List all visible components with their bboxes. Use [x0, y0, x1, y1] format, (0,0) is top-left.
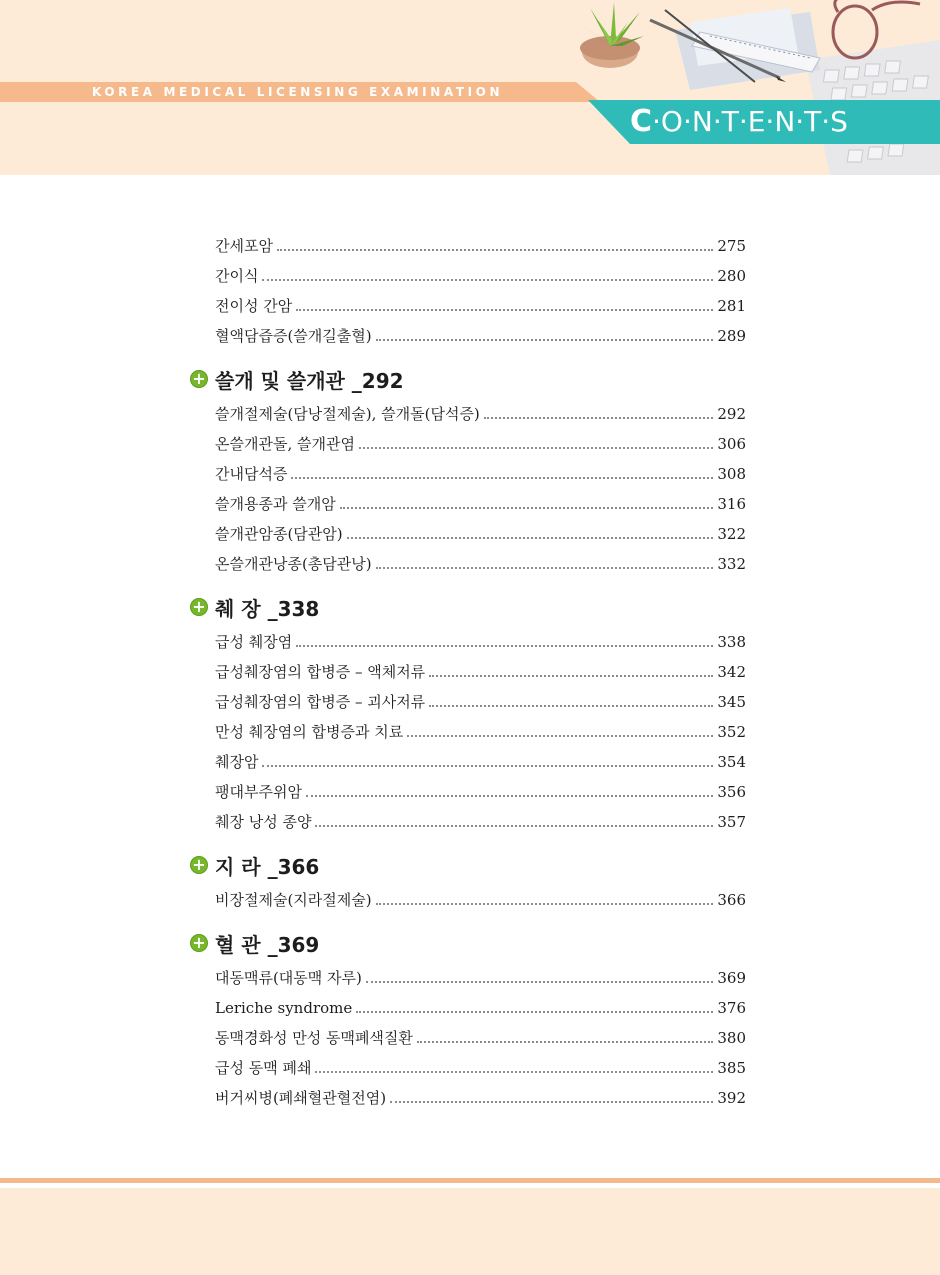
toc-entry-page: 392 — [717, 1089, 746, 1107]
toc-entry[interactable] — [215, 233, 746, 255]
dot-leader — [359, 447, 713, 449]
toc-entry-title: 쓸개관암종(담관암) — [215, 525, 343, 543]
dot-leader — [347, 537, 714, 539]
dot-leader — [296, 309, 713, 311]
dot-leader — [429, 675, 713, 677]
toc-entry-title: Leriche syndrome — [215, 999, 353, 1017]
toc-entry-page: 376 — [717, 999, 746, 1017]
section-title: 지 라 _366 — [215, 854, 320, 879]
toc-entry-title: 쓸개용종과 쓸개암 — [215, 495, 336, 513]
toc-entry[interactable] — [215, 521, 746, 543]
toc-entry-page: 369 — [717, 969, 746, 987]
toc-entry-title: 만성 췌장염의 합병증과 치료 — [215, 723, 404, 741]
toc-entry[interactable] — [215, 293, 746, 315]
dot-leader — [277, 249, 713, 251]
toc-entry[interactable] — [215, 659, 746, 681]
dot-leader — [306, 795, 713, 797]
toc-entry[interactable] — [215, 401, 746, 423]
toc-entry-page: 338 — [717, 633, 746, 651]
toc-entry-title: 급성 동맥 폐쇄 — [215, 1059, 312, 1077]
plus-circle-icon: + — [190, 370, 208, 388]
toc-entry-title: 온쓸개관돌, 쓸개관염 — [215, 435, 355, 453]
toc-entry-title: 급성췌장염의 합병증 – 액체저류 — [215, 663, 426, 681]
toc-entry[interactable] — [215, 809, 746, 831]
toc-entry-page: 289 — [717, 327, 746, 345]
footer-line — [0, 1178, 940, 1183]
toc-entry-page: 275 — [717, 237, 746, 255]
toc-entry[interactable] — [215, 431, 746, 453]
dot-leader — [315, 1071, 713, 1073]
toc-entry-page: 281 — [717, 297, 746, 315]
toc-entry-title: 온쓸개관낭종(총담관낭) — [215, 555, 372, 573]
toc-entry-title: 급성췌장염의 합병증 – 괴사저류 — [215, 693, 426, 711]
contents-heading-first-letter: C — [630, 104, 653, 139]
toc-entry[interactable] — [215, 461, 746, 483]
section-title: 쓸개 및 쓸개관 _292 — [215, 368, 404, 393]
toc-entry-title: 간이식 — [215, 267, 259, 285]
toc-entry-page: 357 — [717, 813, 746, 831]
toc-entry[interactable] — [215, 629, 746, 651]
section-heading — [190, 593, 319, 621]
toc-entry[interactable] — [215, 551, 746, 573]
plus-circle-icon: + — [190, 856, 208, 874]
toc-entry-title: 팽대부주위암 — [215, 783, 302, 801]
toc-entry-title: 대동맥류(대동맥 자루) — [215, 969, 362, 987]
toc-entry-page: 316 — [717, 495, 746, 513]
plus-circle-icon: + — [190, 934, 208, 952]
toc-entry-title: 급성 췌장염 — [215, 633, 293, 651]
toc-entry[interactable] — [215, 749, 746, 771]
toc-entry[interactable] — [215, 689, 746, 711]
dot-leader — [429, 705, 713, 707]
toc-entry-title: 혈액담즙증(쓸개길출혈) — [215, 327, 372, 345]
section-heading — [190, 929, 319, 957]
dot-leader — [376, 903, 714, 905]
toc-entry[interactable] — [215, 323, 746, 345]
section-title: 췌 장 _338 — [215, 596, 320, 621]
dot-leader — [390, 1101, 713, 1103]
toc-entry[interactable] — [215, 1025, 746, 1047]
toc-entry-page: 385 — [717, 1059, 746, 1077]
dot-leader — [366, 981, 713, 983]
toc-entry-page: 292 — [717, 405, 746, 423]
plus-circle-icon: + — [190, 598, 208, 616]
toc-entry-page: 308 — [717, 465, 746, 483]
toc-entry-page: 356 — [717, 783, 746, 801]
toc-entry-page: 352 — [717, 723, 746, 741]
toc-entry[interactable] — [215, 1085, 746, 1107]
toc-entry[interactable] — [215, 965, 746, 987]
dot-leader — [340, 507, 714, 509]
toc-entry-title: 간세포암 — [215, 237, 273, 255]
toc-entry-page: 354 — [717, 753, 746, 771]
toc-entry-page: 345 — [717, 693, 746, 711]
toc-entry-page: 380 — [717, 1029, 746, 1047]
dot-leader — [484, 417, 714, 419]
toc-entry-title: 동맥경화성 만성 동맥폐색질환 — [215, 1029, 413, 1047]
toc-entry-page: 306 — [717, 435, 746, 453]
section-heading — [190, 365, 404, 393]
dot-leader — [315, 825, 713, 827]
dot-leader — [407, 735, 713, 737]
dot-leader — [262, 279, 713, 281]
dot-leader — [356, 1011, 713, 1013]
dot-leader — [291, 477, 713, 479]
dot-leader — [296, 645, 713, 647]
toc-entry[interactable] — [215, 779, 746, 801]
toc-entry[interactable] — [215, 995, 746, 1017]
toc-entry-page: 280 — [717, 267, 746, 285]
dot-leader — [417, 1041, 713, 1043]
toc-entry-page: 332 — [717, 555, 746, 573]
dot-leader — [262, 765, 713, 767]
dot-leader — [376, 567, 714, 569]
section-title: 혈 관 _369 — [215, 932, 320, 957]
toc-entry[interactable] — [215, 1055, 746, 1077]
toc-entry-page: 322 — [717, 525, 746, 543]
toc-entry-title: 간내담석증 — [215, 465, 288, 483]
dot-leader — [376, 339, 714, 341]
section-heading — [190, 851, 319, 879]
toc-entry-title: 전이성 간암 — [215, 297, 293, 315]
header-band-text: KOREA MEDICAL LICENSING EXAMINATION — [92, 85, 504, 99]
toc-entry[interactable] — [215, 719, 746, 741]
toc-entry-page: 342 — [717, 663, 746, 681]
toc-entry-title: 췌장암 — [215, 753, 259, 771]
contents-heading-rest: ·O·N·T·E·N·T·S — [652, 105, 848, 138]
toc-entry[interactable] — [215, 887, 746, 909]
toc-entry-page: 366 — [717, 891, 746, 909]
toc-entry-title: 비장절제술(지라절제술) — [215, 891, 372, 909]
toc-entry-title: 췌장 낭성 종양 — [215, 813, 312, 831]
toc-entry-title: 쓸개절제술(담낭절제술), 쓸개돌(담석증) — [215, 405, 480, 423]
footer-background — [0, 1188, 940, 1275]
toc-entry[interactable] — [215, 263, 746, 285]
toc-entry-title: 버거씨병(폐쇄혈관혈전염) — [215, 1089, 387, 1107]
toc-entry[interactable] — [215, 491, 746, 513]
